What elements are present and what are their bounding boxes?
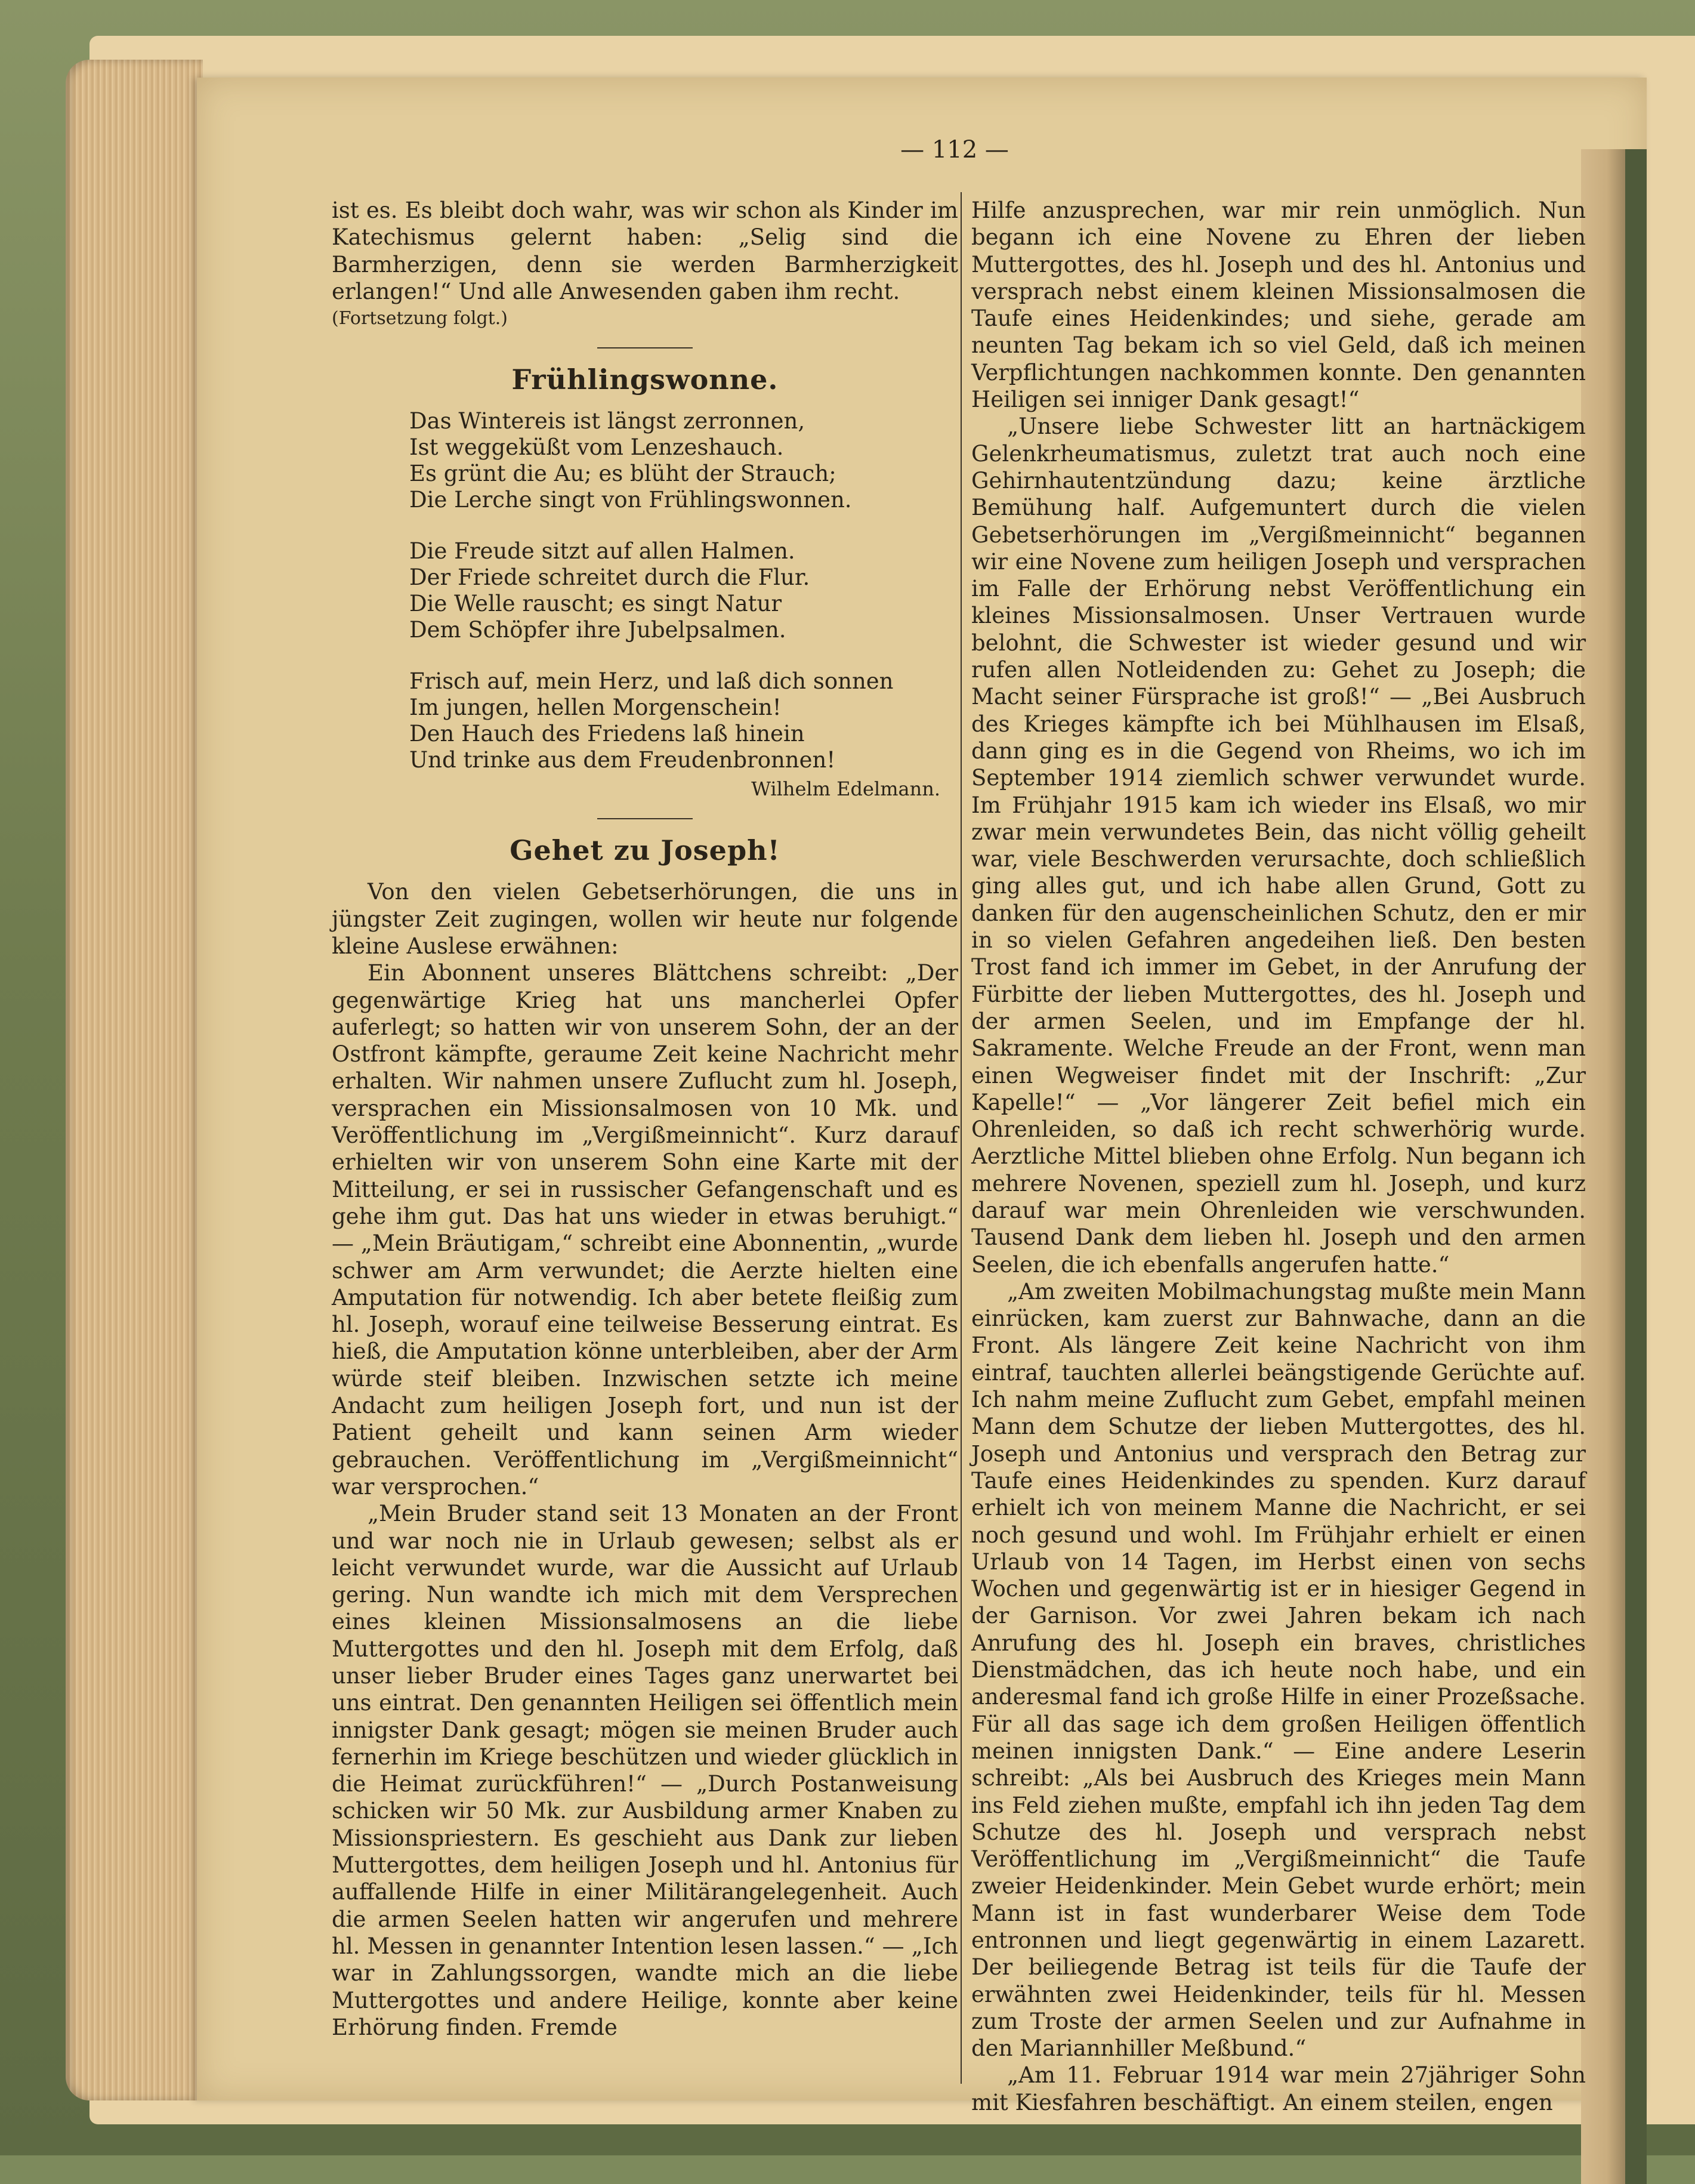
stanza-2 [409, 538, 958, 643]
article-paragraph: „Am zweiten Mobilmachungstag mußte mein Mann einrücken, kam zuerst zur Bahnwache, dann an die Front. Als längere Zeit keine Nachricht von ihm eintraf, tauchten allerlei beängstigende Gerüchte auf. Ich nahm meine Zuflucht zum Gebet, empfahl meinen Mann dem Schutze der lieben Muttergottes, des hl. Joseph und Antonius und versprach den Betrag zur Taufe eines Heidenkindes zu spenden. Kurz darauf erhielt ich von meinem Manne die Nachricht, er sei noch gesund und wohl. Im Frühjahr erhielt er einen Urlaub von 14 Tagen, im Herbst einen von sechs Wochen und gegenwärtig ist er in hiesiger Gegend in der Garnison. Vor zwei Jahren bekam ich nach Anrufung des hl. Joseph ein braves, christliches Dienstmädchen, das ich heute noch habe, und ein anderesmal fand ich große Hilfe in einer Prozeßsache. Für all das sage ich dem großen Heiligen öffentlich meinen innigsten Dank.“ — Eine andere Leserin schreibt: „Als bei Ausbruch des Krieges mein Mann ins Feld ziehen mußte, empfahl ich ihn jeden Tag dem Schutze des hl. Joseph und versprach nebst Veröffentlichung im „Vergißmeinnicht“ die Taufe zweier Heidenkinder. Mein Gebet wurde erhört; mein Mann ist in fast wunderbarer Weise dem Tode entronnen und liegt gegenwärtig in einem Lazarett. Der beiliegende Betrag ist teils für die Taufe der erwähnten zwei Heidenkinder, teils für hl. Messen zum Troste der armen Seelen und zur Aufnahme in den Mariannhiller Meßbund.“ [971, 1278, 1586, 2062]
article-paragraph: „Mein Bruder stand seit 13 Monaten an der Front und war noch nie in Urlaub gewesen; selbst als er leicht verwundet wurde, war die Aussicht auf Urlaub gering. Nun wandte ich mich mit dem Versprechen eines kleinen Missionsalmosens an die liebe Muttergottes und den hl. Joseph mit dem Erfolg, daß unser lieber Bruder eines Tages ganz unerwartet bei uns eintrat. Den genannten Heiligen sei öffentlich mein innigster Dank gesagt; mögen sie meinen Bruder auch fernerhin im Kriege beschützen und wieder glücklich in die Heimat zurückführen!“ — „Durch Postanweisung schicken wir 50 Mk. zur Ausbildung armer Knaben zu Missionspriestern. Es geschieht aus Dank zur lieben Muttergottes, dem heiligen Joseph und hl. Antonius für auffallende Hilfe in einer Militärangelegenheit. Auch die armen Seelen hatten wir angerufen und mehrere hl. Messen in genannter Intention lesen lassen.“ — „Ich war in Zahlungssorgen, wandte mich an die liebe Muttergottes und andere Heilige, konnte aber keine Erhörung finden. Fremde [332, 1501, 958, 2040]
article-paragraph: Hilfe anzusprechen, war mir rein unmöglich. Nun begann ich eine Novene zu Ehren der lieben Muttergottes, des hl. Joseph und des hl. Antonius und versprach nebst einem kleinen Missionsalmosen die Taufe eines Heidenkindes; und siehe, gerade am neunten Tag bekam ich so viel Geld, daß ich meinen Verpflichtungen nachkommen konnte. Den genannten Heiligen sei inniger Dank gesagt!“ [971, 198, 1586, 413]
article-paragraph: „Unsere liebe Schwester litt an hartnäckigem Gelenkrheumatismus, zuletzt trat auch noch eine Gehirnhautentzündung dazu; keine ärztliche Bemühung half. Aufgemuntert durch die vielen Gebetserhörungen im „Vergißmeinnicht“ begannen wir eine Novene zum heiligen Joseph und versprachen im Falle der Erhörung nebst Veröffentlichung ein kleines Missionsalmosen. Unser Vertrauen wurde belohnt, die Schwester ist wieder gesund und wir rufen allen Notleidenden zu: Gehet zu Joseph; die Macht seiner Fürsprache ist groß!“ — „Bei Ausbruch des Krieges kämpfte ich bei Mühlhausen im Elsaß, dann ging es in die Gegend von Rheims, wo ich im September 1914 ziemlich schwer verwundet wurde. Im Frühjahr 1915 kam ich wieder ins Elsaß, wo mir zwar mein verwundetes Bein, das nicht völlig geheilt war, viele Beschwerden verursachte, doch schließlich ging alles gut, und ich habe allen Grund, Gott zu danken für den augenscheinlichen Schutz, den er mir in so vielen Gefahren angedeihen ließ. Den besten Trost fand ich immer im Gebet, in der Anrufung der Fürbitte der lieben Muttergottes, des hl. Joseph und der armen Seelen, und im Empfange der hl. Sakramente. Welche Freude an der Front, wenn man einen Wegweiser findet mit der Inschrift: „Zur Kapelle!“ — „Vor längerer Zeit befiel mich ein Ohrenleiden, so daß ich recht schwerhörig wurde. Aerztliche Mittel blieben ohne Erfolg. Nun begann ich mehrere Novenen, speziell zum hl. Joseph, und kurz darauf war mein Ohrenleiden wie verschwunden. Tausend Dank dem lieben hl. Joseph und den armen Seelen, die ich ebenfalls angerufen hatte.“ [971, 414, 1586, 1278]
poem-line: Es grünt die Au; es blüht der Strauch; [409, 460, 836, 486]
poem [332, 408, 958, 773]
poem-line: Frisch auf, mein Herz, und laß dich sonnen [409, 668, 894, 694]
section-rule [597, 347, 693, 348]
article-title: Gehet zu Joseph! [510, 834, 780, 867]
column-divider [961, 192, 962, 2084]
poem-line: Die Lerche singt von Frühlingswonnen. [409, 486, 852, 513]
poem-line: Der Friede schreitet durch die Flur. [409, 564, 810, 590]
poem-line: Die Freude sitzt auf allen Halmen. [409, 538, 795, 564]
intro-paragraph: ist es. Es bleibt doch wahr, was wir schon als Kinder im Katechismus gelernt haben: „Selig sind die Barmherzigen, denn sie werden Barmherzigkeit erlangen!“ Und alle Anwesenden gaben ihm recht. [332, 198, 958, 304]
poem-author: Wilhelm Edelmann. [751, 777, 940, 800]
poem-line: Den Hauch des Friedens laß hinein [409, 720, 805, 746]
stanza-3 [409, 668, 958, 773]
page-edges-stack [66, 60, 203, 2100]
opposite-binding [1625, 149, 1647, 2184]
poem-line: Die Welle rauscht; es singt Natur [409, 590, 782, 616]
page-number: — 112 — [900, 136, 1009, 164]
poem-line: Und trinke aus dem Freudenbronnen! [409, 746, 836, 773]
article-paragraph: Ein Abonnent unseres Blättchens schreibt: „Der gegenwärtige Krieg hat uns mancherlei Opfer auferlegt; so hatten wir von unserem Sohn, der an der Ostfront kämpfte, geraume Zeit keine Nachricht mehr erhalten. Wir nahmen unsere Zuflucht zum hl. Joseph, versprachen ein Missionsalmosen von 10 Mk. und Veröffentlichung im „Vergißmeinnicht“. Kurz darauf erhielten wir von unserem Sohn eine Karte mit der Mitteilung, er sei in russischer Gefangenschaft und es gehe ihm gut. Das hat uns wieder in etwas beruhigt.“ — „Mein Bräutigam,“ schreibt eine Abonnentin, „wurde schwer am Arm verwundet; die Aerzte hielten eine Amputation für notwendig. Ich aber betete fleißig zum hl. Joseph, worauf eine teilweise Besserung eintrat. Es hieß, die Amputation könne unterbleiben, aber der Arm würde steif bleiben. Inzwischen setzte ich meine Andacht zum heiligen Joseph fort, und nun ist der Patient geheilt und kann seinen Arm wieder gebrauchen. Veröffentlichung im „Vergißmeinnicht“ war versprochen.“ [332, 960, 958, 1500]
poem-line: Das Wintereis ist längst zerronnen, [409, 408, 805, 434]
poem-title: Frühlingswonne. [511, 363, 779, 396]
article-paragraph: „Am 11. Februar 1914 war mein 27jähriger Sohn mit Kiesfahren beschäftigt. An einem steilen, engen [971, 2062, 1586, 2115]
poem-line: Ist weggeküßt vom Lenzeshauch. [409, 434, 784, 460]
left-column [332, 197, 958, 2041]
poem-line: Im jungen, hellen Morgenschein! [409, 694, 782, 720]
stanza-1 [409, 408, 958, 513]
article-paragraph: Von den vielen Gebetserhörungen, die uns in jüngster Zeit zugingen, wollen wir heute nur folgende kleine Auslese erwähnen: [332, 879, 958, 959]
right-column [971, 197, 1586, 2116]
poem-line: Dem Schöpfer ihre Jubelpsalmen. [409, 616, 786, 643]
section-rule [597, 818, 693, 819]
continued-note: (Fortsetzung folgt.) [332, 308, 508, 329]
